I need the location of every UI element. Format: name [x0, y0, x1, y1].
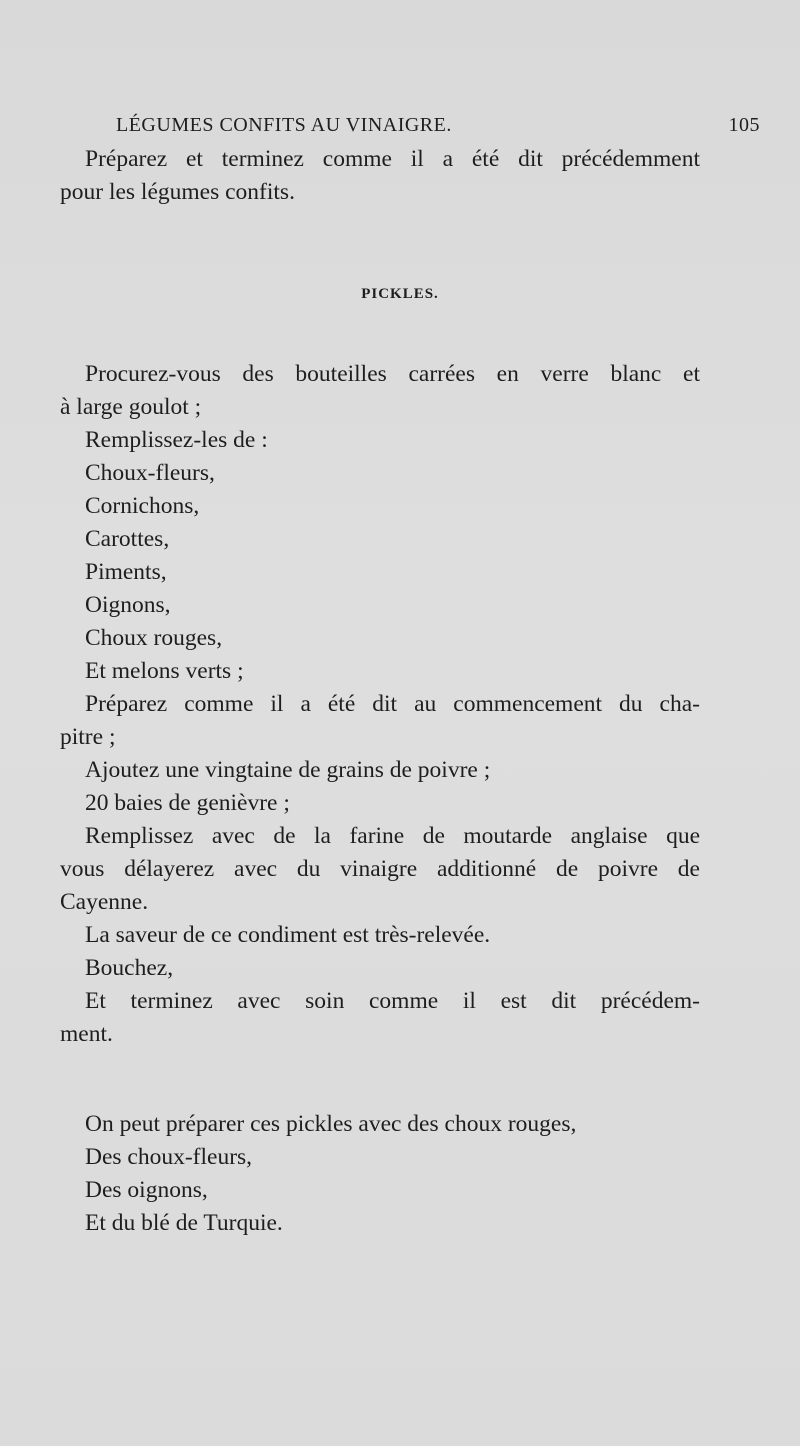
list-item: Cornichons,	[85, 493, 200, 519]
list-item: Choux-fleurs,	[85, 460, 215, 486]
list-item: Carottes,	[85, 526, 170, 552]
text-line: vous délayerez avec du vinaigre additionné de poivre de	[60, 856, 700, 882]
list-item: Oignons,	[85, 592, 171, 618]
text-line: Bouchez,	[85, 955, 174, 981]
text-line: Et terminez avec soin comme il est dit précédem-	[85, 988, 700, 1014]
text-line: Remplissez avec de la farine de moutarde anglaise que	[85, 823, 700, 849]
text-line: ment.	[60, 1021, 113, 1047]
closing-paragraph	[60, 1108, 700, 1240]
list-item: Et melons verts ;	[85, 658, 244, 684]
text-line: pour les légumes confits.	[60, 179, 295, 205]
text-line: Cayenne.	[60, 889, 149, 915]
page-header	[60, 114, 760, 144]
list-item: Des oignons,	[85, 1177, 208, 1203]
text-line: Procurez-vous des bouteilles carrées en verre blanc et	[85, 361, 700, 387]
text-line: pitre ;	[60, 724, 116, 750]
pickles-recipe	[60, 358, 700, 1051]
text-line: On peut préparer ces pickles avec des choux rouges,	[85, 1111, 577, 1137]
text-line: à large goulot ;	[60, 394, 202, 420]
list-item: Des choux-fleurs,	[85, 1144, 253, 1170]
page-number: 105	[728, 114, 760, 136]
text-line: La saveur de ce condiment est très-relevée.	[85, 922, 491, 948]
text-line: Préparez comme il a été dit au commencement du cha-	[85, 691, 700, 717]
text-line: Préparez et terminez comme il a été dit précédemment	[85, 146, 700, 172]
list-item: Et du blé de Turquie.	[85, 1210, 283, 1236]
running-title: LÉGUMES CONFITS AU VINAIGRE.	[116, 114, 452, 136]
text-line: 20 baies de genièvre ;	[85, 790, 290, 816]
intro-paragraph	[60, 143, 700, 209]
section-heading: PICKLES.	[361, 286, 439, 302]
text-line: Remplissez-les de :	[85, 427, 268, 453]
text-line: Ajoutez une vingtaine de grains de poivre ;	[85, 757, 491, 783]
list-item: Choux rouges,	[85, 625, 223, 651]
list-item: Piments,	[85, 559, 167, 585]
